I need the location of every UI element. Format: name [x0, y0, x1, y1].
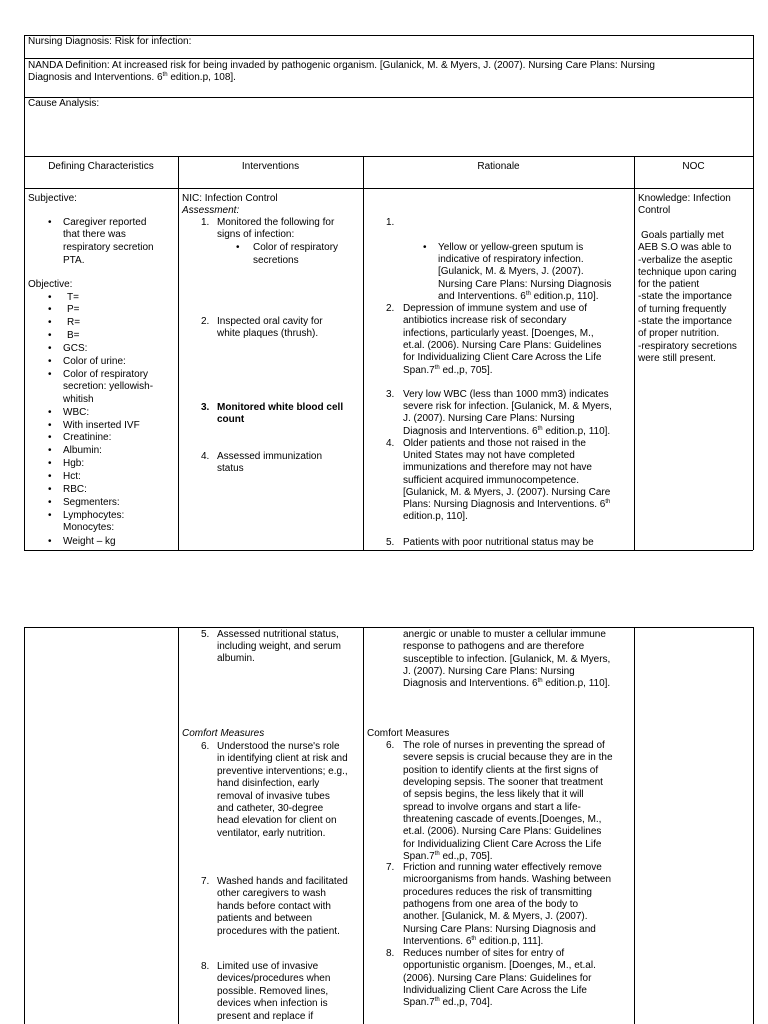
bullet-icon [48, 330, 52, 342]
intervention-number: 1. [201, 217, 210, 228]
intervention-number: 3. [201, 402, 210, 413]
bullet-icon [48, 471, 52, 483]
rationale-number: 1. [386, 217, 395, 228]
rationale-1-line: Yellow or yellow-green sputum is [438, 242, 584, 253]
intervention-2-line: white plaques (thrush). [217, 328, 319, 339]
intervention-6-line: removal of invasive tubes [217, 791, 330, 802]
objective-item: whitish [63, 394, 94, 405]
bullet-icon [48, 445, 52, 457]
intervention-1-line: signs of infection: [217, 229, 295, 240]
rationale-3-line: J. (2007). Nursing Care Plans: Nursing [403, 413, 575, 424]
table-border-top [24, 627, 753, 628]
table-divider [24, 156, 753, 157]
objective-item: secretion: yellowish- [63, 381, 154, 392]
rationale-number: 6. [386, 740, 395, 751]
noc-line: Control [638, 205, 671, 216]
intervention-6-line: head elevation for client on [217, 815, 337, 826]
rationale-5-line: anergic or unable to muster a cellular immune [403, 629, 606, 640]
column-divider [634, 156, 635, 550]
comfort-measures-label: Comfort Measures [367, 728, 450, 739]
intervention-2-line: Inspected oral cavity for [217, 316, 323, 327]
intervention-6-line: in identifying client at risk and [217, 753, 348, 764]
rationale-1-line: [Gulanick, M. & Myers, J. (2007). [438, 266, 584, 277]
rationale-line: procedures reduces the risk of transmitting [403, 887, 592, 898]
intervention-7-line: hands before contact with [217, 901, 331, 912]
intervention-7-line: other caregivers to wash [217, 888, 326, 899]
noc-line: of proper nutrition. [638, 328, 720, 339]
subjective-line: that there was [63, 229, 126, 240]
rationale-4-line: sufficient acquired immunocompetence. [403, 475, 580, 486]
rationale-line: (2006). Nursing Care Plans: Guidelines for [403, 973, 592, 984]
bullet-icon [48, 292, 52, 304]
rationale-line: opportunistic organism. [Doenges, M., et.al. [403, 960, 596, 971]
noc-line: Goals partially met [641, 230, 724, 241]
intervention-1-line: Monitored the following for [217, 217, 335, 228]
noc-line: -state the importance [638, 316, 732, 327]
bullet-icon [423, 242, 427, 254]
rationale-line: Nursing Care Plans: Nursing Diagnosis and [403, 924, 596, 935]
nursing-diagnosis-title: Nursing Diagnosis: Risk for infection: [28, 36, 192, 47]
intervention-3-line: Monitored white blood cell [217, 402, 344, 413]
intervention-4-line: Assessed immunization [217, 451, 323, 462]
intervention-4-line: status [217, 463, 244, 474]
rationale-1-line: and Interventions. 6th edition.p, 110]. [438, 291, 599, 302]
rationale-4-line: United States may not have completed [403, 450, 575, 461]
rationale-4-line: edition.p, 110]. [403, 511, 468, 522]
bullet-icon [48, 432, 52, 444]
rationale-4-line: Plans: Nursing Diagnosis and Interventions. 6th [403, 499, 611, 510]
objective-item: With inserted IVF [63, 420, 140, 431]
rationale-number: 5. [386, 537, 395, 548]
rationale-5-line: J. (2007). Nursing Care Plans: Nursing [403, 666, 575, 677]
bullet-icon [48, 217, 52, 229]
intervention-number: 5. [201, 629, 210, 640]
objective-item: P= [67, 304, 80, 315]
rationale-5-line: Patients with poor nutritional status may be [403, 537, 594, 548]
rationale-2-line: Span.7th ed.,p, 705]. [403, 365, 493, 376]
noc-line: -respiratory secretions [638, 341, 737, 352]
intervention-3-line: count [217, 414, 245, 425]
noc-line: technique upon caring [638, 267, 737, 278]
intervention-5-line: albumin. [217, 653, 255, 664]
noc-line: -verbalize the aseptic [638, 255, 733, 266]
nanda-definition-line1: NANDA Definition: At increased risk for being invaded by pathogenic organism. [Gulanick, M. & Myers, J. (2007). Nursing Care Plans: Nursing [28, 60, 655, 71]
intervention-number: 8. [201, 961, 210, 972]
rationale-number: 4. [386, 438, 395, 449]
intervention-number: 4. [201, 451, 210, 462]
intervention-8-line: devices when infection is [217, 998, 328, 1009]
nanda-definition-line2: Diagnosis and Interventions. 6th edition.p, 108]. [28, 72, 236, 83]
rationale-4-line: Older patients and those not raised in the [403, 438, 586, 449]
rationale-line: Span.7th ed.,p, 705]. [403, 851, 493, 862]
rationale-4-line: [Gulanick, M. & Myers, J. (2007). Nursing Care [403, 487, 611, 498]
rationale-line: another. [Gulanick, M. & Myers, J. (2007). [403, 911, 588, 922]
objective-item: Color of urine: [63, 356, 126, 367]
column-divider [178, 627, 179, 1024]
rationale-2-line: et.al. (2006). Nursing Care Plans: Guidelines [403, 340, 602, 351]
column-divider [178, 156, 179, 550]
cause-analysis-label: Cause Analysis: [28, 98, 100, 109]
noc-line: of turning frequently [638, 304, 727, 315]
rationale-line: Friction and running water effectively remove [403, 862, 602, 873]
objective-item: Monocytes: [63, 522, 115, 533]
objective-item: Albumin: [63, 445, 102, 456]
rationale-2-line: for Individualizing Client Care Across the Life [403, 352, 602, 363]
objective-item: Creatinine: [63, 432, 112, 443]
rationale-line: position to identify clients at the first signs of [403, 765, 599, 776]
objective-item: WBC: [63, 407, 90, 418]
intervention-1-sub: Color of respiratory [253, 242, 339, 253]
rationale-1-line: indicative of respiratory infection. [438, 254, 584, 265]
intervention-1-sub: secretions [253, 255, 299, 266]
intervention-number: 7. [201, 876, 210, 887]
objective-item: Lymphocytes: [63, 510, 125, 521]
objective-item: Segmenters: [63, 497, 120, 508]
rationale-line: Interventions. 6th edition.p, 111]. [403, 936, 544, 947]
rationale-5-line: response to pathogens and are therefore [403, 641, 585, 652]
rationale-line: microorganisms from hands. Washing between [403, 874, 612, 885]
intervention-6-line: Understood the nurse's role [217, 741, 340, 752]
intervention-6-line: preventive interventions; e.g., [217, 766, 348, 777]
bullet-icon [236, 242, 240, 254]
rationale-3-line: Very low WBC (less than 1000 mm3) indicates [403, 389, 609, 400]
rationale-line: et.al. (2006). Nursing Care Plans: Guidelines [403, 826, 602, 837]
intervention-8-line: possible. Removed lines, [217, 986, 329, 997]
objective-item: Hct: [63, 471, 81, 482]
noc-line: were still present. [638, 353, 716, 364]
rationale-line: of sepsis begins, the less likely that it will [403, 789, 584, 800]
noc-line: for the patient [638, 279, 700, 290]
objective-title: Objective: [28, 279, 73, 290]
objective-item: R= [67, 317, 81, 328]
intervention-6-line: and catheter, 30-degree [217, 803, 324, 814]
intervention-7-line: patients and between [217, 913, 313, 924]
rationale-line: developing sepsis. The sooner that treatment [403, 777, 603, 788]
bullet-icon [48, 536, 52, 548]
intervention-number: 2. [201, 316, 210, 327]
objective-item: Hgb: [63, 458, 85, 469]
noc-line: Knowledge: Infection [638, 193, 731, 204]
rationale-1-line: Nursing Care Plans: Nursing Diagnosis [438, 279, 612, 290]
column-header-noc: NOC [682, 161, 705, 172]
noc-line: -state the importance [638, 291, 732, 302]
rationale-3-line: severe risk for infection. [Gulanick, M. & Myers, [403, 401, 612, 412]
intervention-7-line: procedures with the patient. [217, 926, 340, 937]
rationale-5-line: Diagnosis and Interventions. 6th edition.p, 110]. [403, 678, 611, 689]
subjective-line: PTA. [63, 255, 85, 266]
table-divider [24, 58, 753, 59]
rationale-2-line: Depression of immune system and use of [403, 303, 587, 314]
rationale-2-line: infections, particularly yeast. [Doenges, M., [403, 328, 594, 339]
table-divider [24, 97, 753, 98]
nic-label: NIC: Infection Control [182, 193, 278, 204]
table-border-right [753, 35, 754, 550]
column-divider [634, 627, 635, 1024]
table-border-left [24, 627, 25, 1024]
noc-line: AEB S.O was able to [638, 242, 732, 253]
bullet-icon [48, 420, 52, 432]
rationale-line: threatening cascade of events.[Doenges, M., [403, 814, 602, 825]
intervention-8-line: devices/procedures when [217, 973, 331, 984]
rationale-line: Individualizing Client Care Across the Life [403, 985, 587, 996]
assessment-label: Assessment: [182, 205, 240, 216]
bullet-icon [48, 510, 52, 522]
rationale-line: The role of nurses in preventing the spread of [403, 740, 605, 751]
rationale-number: 2. [386, 303, 395, 314]
column-header-defining: Defining Characteristics [48, 161, 154, 172]
bullet-icon [48, 304, 52, 316]
intervention-7-line: Washed hands and facilitated [217, 876, 348, 887]
table-border-left [24, 35, 25, 550]
intervention-6-line: ventilator, early nutrition. [217, 828, 326, 839]
intervention-8-line: present and replace if [217, 1011, 314, 1022]
bullet-icon [48, 356, 52, 368]
rationale-line: for Individualizing Client Care Across the Life [403, 839, 602, 850]
intervention-5-line: including weight, and serum [217, 641, 341, 652]
objective-item: Weight – kg [63, 536, 116, 547]
subjective-line: respiratory secretion [63, 242, 154, 253]
bullet-icon [48, 458, 52, 470]
objective-item: GCS: [63, 343, 88, 354]
rationale-2-line: antibiotics increase risk of secondary [403, 315, 567, 326]
intervention-5-line: Assessed nutritional status, [217, 629, 339, 640]
table-divider [24, 188, 753, 189]
objective-item: B= [67, 330, 80, 341]
rationale-line: pathogens from one area of the body to [403, 899, 579, 910]
subjective-line: Caregiver reported [63, 217, 147, 228]
rationale-line: spread to involve organs and start a life- [403, 802, 581, 813]
objective-item: RBC: [63, 484, 87, 495]
rationale-number: 8. [386, 948, 395, 959]
table-border-right [753, 627, 754, 1024]
column-header-rationale: Rationale [477, 161, 520, 172]
column-divider [363, 156, 364, 550]
bullet-icon [48, 407, 52, 419]
rationale-line: Span.7th ed.,p, 704]. [403, 997, 493, 1008]
rationale-line: severe sepsis is crucial because they are in the [403, 752, 613, 763]
bullet-icon [48, 369, 52, 381]
column-divider [363, 627, 364, 1024]
intervention-8-line: Limited use of invasive [217, 961, 319, 972]
rationale-number: 7. [386, 862, 395, 873]
bullet-icon [48, 343, 52, 355]
intervention-6-line: hand disinfection, early [217, 778, 320, 789]
intervention-number: 6. [201, 741, 210, 752]
column-header-interventions: Interventions [241, 161, 300, 172]
rationale-5-line: susceptible to infection. [Gulanick, M. & Myers, [403, 654, 611, 665]
rationale-4-line: immunizations and therefore may not have [403, 462, 592, 473]
subjective-title: Subjective: [28, 193, 77, 204]
bullet-icon [48, 317, 52, 329]
objective-item: Color of respiratory [63, 369, 149, 380]
objective-item: T= [67, 292, 79, 303]
rationale-number: 3. [386, 389, 395, 400]
rationale-line: Reduces number of sites for entry of [403, 948, 565, 959]
bullet-icon [48, 484, 52, 496]
comfort-measures-label: Comfort Measures [182, 728, 265, 739]
bullet-icon [48, 497, 52, 509]
table-border-bottom [24, 550, 753, 551]
rationale-3-line: Diagnosis and Interventions. 6th edition.p, 110]. [403, 426, 611, 437]
